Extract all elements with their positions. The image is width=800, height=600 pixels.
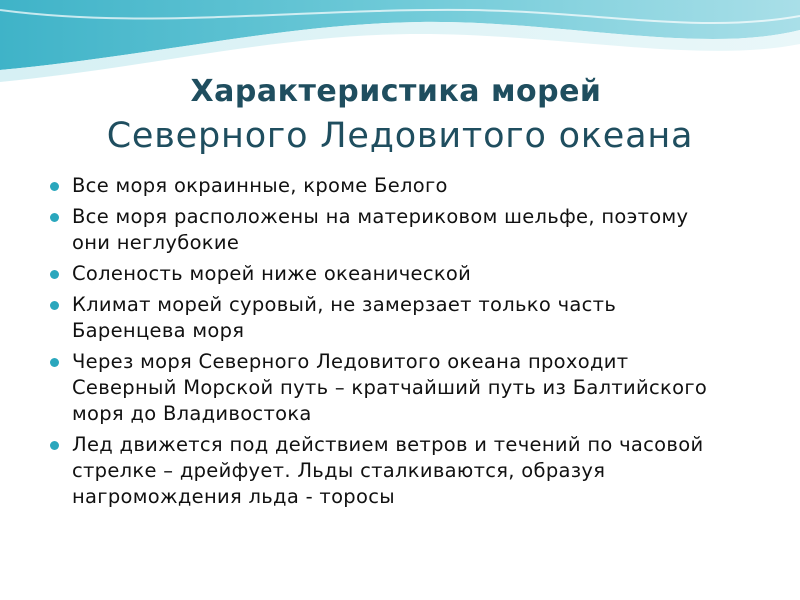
bullet-dot-icon	[50, 213, 59, 222]
slide-title-line1: Характеристика морей	[190, 74, 602, 109]
bullet-dot-icon	[50, 301, 59, 310]
bullet-text: Все моря окраинные, кроме Белого	[72, 174, 448, 197]
slide-title-line2: Северного Ледовитого океана	[106, 116, 694, 156]
bullet-item	[48, 261, 728, 287]
bullet-item	[48, 432, 728, 510]
bullet-item	[48, 349, 728, 427]
bullet-dot-icon	[50, 358, 59, 367]
bullet-text: Лед движется под действием ветров и течений по часовой стрелке – дрейфует. Льды сталкиваются, образуя нагромождения льда - торосы	[72, 433, 704, 508]
bullet-item	[48, 204, 728, 256]
bullet-dot-icon	[50, 270, 59, 279]
slide-content	[48, 173, 728, 515]
slide-title	[0, 72, 800, 160]
bullet-text: Через моря Северного Ледовитого океана проходит Северный Морской путь – кратчайший путь из Балтийского моря до Владивостока	[72, 350, 708, 425]
bullet-text: Все моря расположены на материковом шельфе, поэтому они неглубокие	[72, 205, 689, 254]
bullet-item	[48, 173, 728, 199]
bullet-item	[48, 292, 728, 344]
bullet-dot-icon	[50, 441, 59, 450]
bullet-text: Климат морей суровый, не замерзает только часть Баренцева моря	[72, 293, 617, 342]
bullet-text: Соленость морей ниже океанической	[72, 262, 472, 285]
bullet-list	[48, 173, 728, 510]
bullet-dot-icon	[50, 182, 59, 191]
